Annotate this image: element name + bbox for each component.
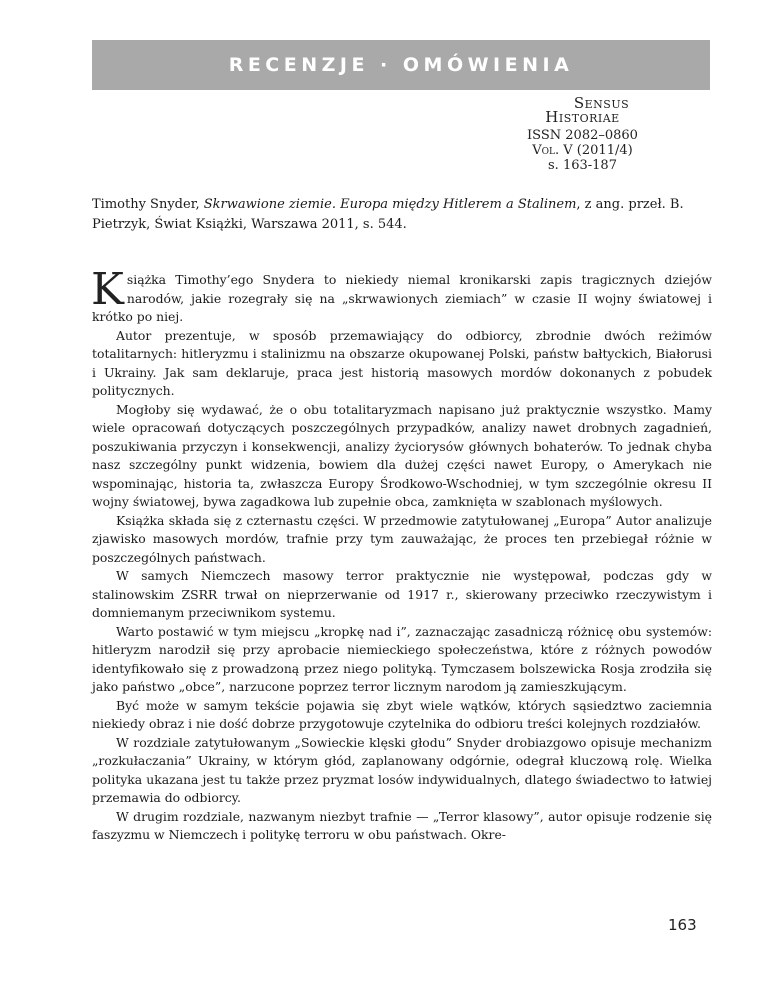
paragraph-1-text: siążka Timothy’ego Snydera to niekiedy niemal kronikarski zapis tragicznych dziejów narodów, jakie rozegrały się na „skrwawionych ziemiach” w czasie II wojny światowej i krótko po niej. [92, 272, 712, 324]
page-number: 163 [668, 916, 697, 934]
journal-info [470, 96, 695, 173]
drop-cap: K [91, 264, 124, 315]
paragraph: W drugim rozdziale, nazwanym niezbyt trafnie — „Terror klasowy”, autor opisuje rodzenie się faszyzmu w Niemczech i politykę terroru w obu państwach. Okre- [92, 808, 712, 842]
citation-title: Skrwawione ziemie. Europa między Hitlerem a Stalinem [203, 197, 577, 212]
journal-name-line2: Historiae [545, 108, 620, 126]
paragraph-1 [91, 264, 712, 327]
article-body [91, 264, 712, 845]
page-range: s. 163-187 [548, 158, 617, 173]
paragraph: Mogłoby się wydawać, że o obu totalitaryzmach napisano już praktycznie wszystko. Mamy wiele opracowań dotyczących poszczególnych przypadków, analizy nawet drobnych zagadnień, poszukiwania przyczyn i konsekwencji, analizy życiorysów głównych bohaterów. To jednak chyba nasz szczególny punkt widzenia, bowiem dla dużej części nawet Europy, o Amerykach nie wspominając, historia ta, zwłaszcza Europy Środkowo-Wschodniej, w tym szczególnie okresu II wojny światowej, bywa zagadkowa lub zupełnie obca, zamknięta w szablonach myślowych. [92, 401, 712, 509]
paragraph: W samych Niemczech masowy terror praktycznie nie występował, podczas gdy w stalinowskim ZSRR trwał on nieprzerwanie od 1917 r., skierowany przeciwko rzeczywistym i domniemanym przeciwnikom systemu. [92, 568, 712, 620]
journal-name-line1: Sensus [573, 94, 630, 112]
paragraph: Warto postawić w tym miejscu „kropkę nad i”, zaznaczając zasadniczą różnicę obu systemów: hitleryzm narodził się przy aprobacie niemieckiego społeczeństwa, które z różnych powodów identyfikowało się z prowadzoną przez niego polityką. Tymczasem bolszewicka Rosja zrodziła się jako państwo „obce”, narzucone poprzez terror licznym narodom ją zamieszkującym. [92, 623, 712, 694]
book-citation [92, 195, 712, 235]
paragraph: Być może w samym tekście pojawia się zbyt wiele wątków, których sąsiedztwo zaciemnia niekiedy obraz i nie dość dobrze przygotowuje czytelnika do odbioru treści kolejnych rozdziałów. [92, 697, 712, 731]
paragraph: Autor prezentuje, w sposób przemawiający do odbiorcy, zbrodnie dwóch reżimów totalitarnych: hitleryzmu i stalinizmu na obszarze okupowanej Polski, państw bałtyckich, Białorusi i Ukrainy. Jak sam deklaruje, praca jest historią masowych mordów dokonanych z pobudek politycznych. [92, 327, 712, 398]
volume: Vol. V (2011/4) [532, 143, 633, 158]
issn: ISSN 2082–0860 [527, 128, 638, 143]
paragraph: Książka składa się z czternastu części. W przedmowie zatytułowanej „Europa” Autor analizuje zjawisko masowych mordów, trafnie przy tym zauważając, że proces ten przebiegał różnie w poszczególnych państwach. [92, 512, 712, 565]
paragraph: W rozdziale zatytułowanym „Sowieckie klęski głodu” Snyder drobiazgowo opisuje mechanizm „rozkułaczania” Ukrainy, w którym głód, zaplanowany odgórnie, odegrał kluczową rolę. Wielka polityka ukazana jest tu także przez pryzmat losów indywidualnych, dlatego świadectwo to łatwiej przemawia do odbiorcy. [92, 734, 712, 805]
section-banner [92, 40, 710, 90]
citation-author: Timothy Snyder, [92, 197, 204, 212]
citation-details: , z ang. przeł. B. Pietrzyk, Świat Książki, Warszawa 2011, s. 544. [92, 197, 684, 232]
section-title: RECENZJE · OMÓWIENIA [228, 54, 574, 76]
